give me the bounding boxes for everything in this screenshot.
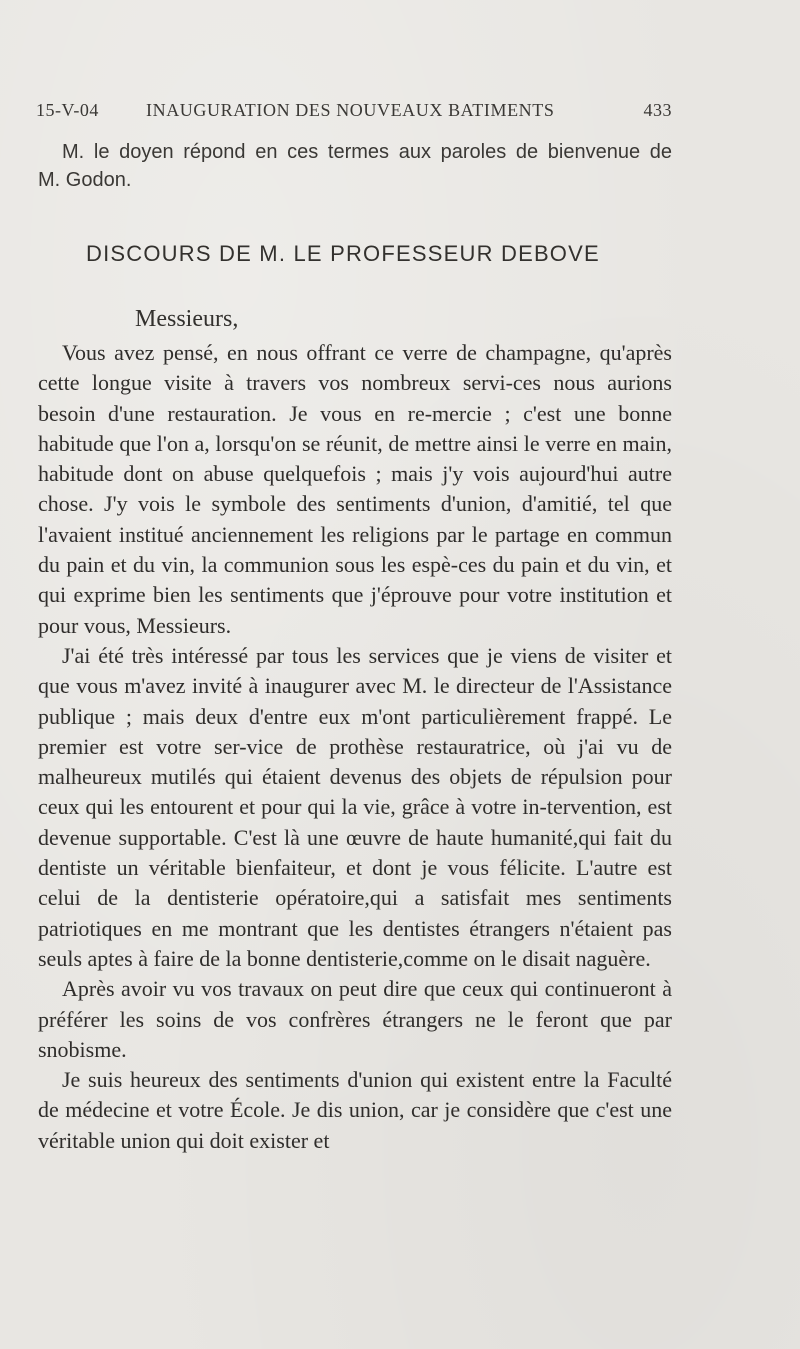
- paragraph-2: J'ai été très intéressé par tous les services que je viens de visiter et que vous m'avez invité à inaugurer avec M. le directeur de l'Assistance publique ; mais deux d'entre eux m'ont particulièrement frappé. Le premier est votre ser-vice de prothèse restauratrice, où j'ai vu de malheureux mutilés qui étaient devenus des objets de répulsion pour ceux qui les entourent et pour qui la vie, grâce à votre in-tervention, est devenue supportable. C'est là une œuvre de haute humanité,qui fait du dentiste un véritable bienfaiteur, et dont je vous félicite. L'autre est celui de la dentisterie opératoire,qui a satisfait mes sentiments patriotiques en me montrant que les dentistes étrangers n'étaient pas seuls aptes à faire de la bonne dentisterie,comme on le disait naguère.: [38, 642, 672, 971]
- intro-paragraph: [38, 138, 672, 194]
- intro-line-1: M. le doyen répond en ces termes aux paroles de bienvenue de: [62, 141, 672, 163]
- header-date: 15-V-04: [36, 100, 99, 120]
- section-title: DISCOURS DE M. LE PROFESSEUR DEBOVE: [86, 241, 600, 266]
- speech-body: [38, 338, 672, 1156]
- paragraph-1: Vous avez pensé, en nous offrant ce verre de champagne, qu'après cette longue visite à travers vos nombreux servi-ces nous aurions besoin d'une restauration. Je vous en re-mercie ; c'est une bonne habitude que l'on a, lorsqu'on se réunit, de mettre ainsi le verre en main, habitude dont on abuse quelquefois ; mais j'y vois aujourd'hui autre chose. J'y vois le symbole des sentiments d'union, d'amitié, tel que l'avaient institué anciennement les religions par le partage en commun du pain et du vin, la communion sous les espè-ces du pain et du vin, et qui exprime bien les sentiments que j'éprouve pour votre institution et pour vous, Messieurs.: [38, 340, 672, 638]
- header-running-title: INAUGURATION DES NOUVEAUX BATIMENTS: [146, 100, 555, 120]
- salutation: Messieurs,: [135, 306, 239, 332]
- intro-line-2: M. Godon.: [38, 169, 132, 191]
- paragraph-4: Je suis heureux des sentiments d'union qui existent entre la Faculté de médecine et votre École. Je dis union, car je considère que c'est une véritable union qui doit exister et: [38, 1067, 672, 1153]
- paragraph-3: Après avoir vu vos travaux on peut dire que ceux qui continueront à préférer les soins de vos confrères étrangers ne le feront que par snobisme.: [38, 976, 672, 1062]
- page-number: 433: [643, 100, 672, 120]
- running-header: [36, 100, 672, 126]
